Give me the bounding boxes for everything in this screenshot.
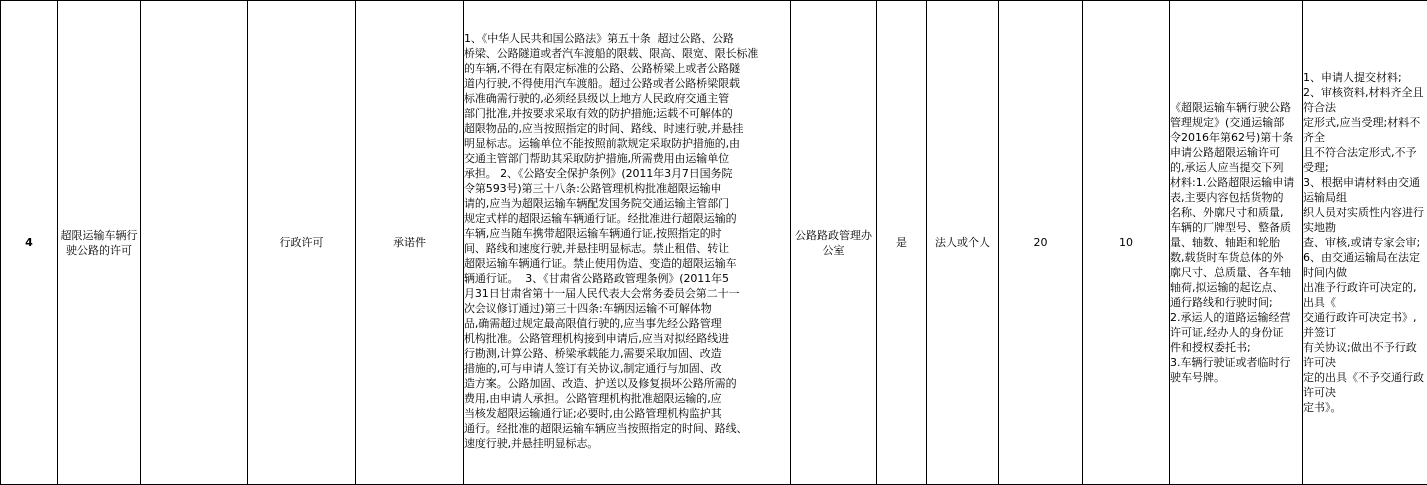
item-name-cell: 超限运输车辆行驶公路的许可 — [58, 1, 141, 485]
materials-line: 量、轴数、轴距和轮胎 — [1170, 235, 1302, 250]
legal-basis-line: 明显标志。运输单位不能按照前款规定采取防护措施的,由 — [464, 136, 790, 151]
legal-basis-line: 间、路线和速度行驶,并悬挂明显标志。禁止租借、转让 — [464, 241, 790, 256]
legal-basis-line: 月31日甘肃省第十一届人民代表大会常务委员会第二十一 — [464, 286, 790, 301]
materials-line: 的,承运人应当提交下列 — [1170, 160, 1302, 175]
legal-basis-line: 的车辆,不得在有限定标准的公路、公路桥梁上或者公路隧 — [464, 61, 790, 76]
legal-basis-line: 道内行驶,不得使用汽车渡船。超过公路或者公路桥梁限载 — [464, 76, 790, 91]
procedure-cell — [1303, 1, 1427, 485]
legal-basis-line: 车辆,应当随车携带超限运输车辆通行证,按照指定的时 — [464, 226, 790, 241]
materials-text — [1170, 100, 1302, 385]
materials-line: 车辆的厂牌型号、整备质 — [1170, 220, 1302, 235]
department-cell: 公路路政管理办公室 — [791, 1, 877, 485]
legal-basis-line: 辆通行证。 3、《甘肃省公路路政管理条例》(2011年5 — [464, 271, 790, 286]
procedure-line: 定的出具《不予交通行政许可决 — [1303, 370, 1427, 400]
materials-line: 通行路线和行驶时间; — [1170, 295, 1302, 310]
procedure-line: 出准予行政许可决定的,出具《 — [1303, 280, 1427, 310]
legal-basis-line: 交通主管部门帮助其采取防护措施,所需费用由运输单位 — [464, 151, 790, 166]
procedure-text — [1303, 70, 1427, 415]
legal-basis-cell — [464, 1, 791, 485]
legal-basis-line: 品,确需超过规定最高限值行驶的,应当事先经公路管理 — [464, 316, 790, 331]
legal-basis-line: 桥梁、公路隧道或者汽车渡船的限载、限高、限宽、限长标准 — [464, 46, 790, 61]
materials-line: 管理规定》(交通运输部 — [1170, 115, 1302, 130]
legal-basis-line: 措施的,可与申请人签订有关协议,制定通行与加固、改 — [464, 361, 790, 376]
procedure-line: 定形式,应当受理;材料不齐全 — [1303, 115, 1427, 145]
legal-basis-line: 速度行驶,并悬挂明显标志。 — [464, 436, 790, 451]
legal-basis-line: 行勘测,计算公路、桥梁承载能力,需要采取加固、改造 — [464, 346, 790, 361]
procedure-line: 2、审核资料,材料齐全且符合法 — [1303, 85, 1427, 115]
legal-basis-line: 令第593号)第三十八条:公路管理机构批准超限运输申 — [464, 181, 790, 196]
legal-basis-line: 承担。 2、《公路安全保护条例》(2011年3月7日国务院 — [464, 166, 790, 181]
materials-line: 名称、外廓尺寸和质量, — [1170, 205, 1302, 220]
yes-no-cell: 是 — [877, 1, 927, 485]
commitment-cell: 承诺件 — [356, 1, 464, 485]
legal-basis-line: 规定式样的超限运输车辆通行证。经批准进行超限运输的 — [464, 211, 790, 226]
procedure-line: 6、由交通运输局在法定时间内做 — [1303, 250, 1427, 280]
legal-basis-line: 当核发超限运输通行证;必要时,由公路管理机构监护其 — [464, 406, 790, 421]
procedure-line: 交通行政许可决定书》,并签订 — [1303, 310, 1427, 340]
procedure-line: 且不符合法定形式,不予受理; — [1303, 145, 1427, 175]
procedure-line: 定书》。 — [1303, 400, 1427, 415]
materials-line: 件和授权委托书; — [1170, 340, 1302, 355]
applicant-cell: 法人或个人 — [927, 1, 999, 485]
materials-line: 许可证,经办人的身份证 — [1170, 325, 1302, 340]
legal-basis-line: 部门批准,并按要求采取有效的防护措施;运载不可解体的 — [464, 106, 790, 121]
table-row — [1, 1, 1427, 485]
item-type-cell: 行政许可 — [248, 1, 356, 485]
legal-basis-line: 通行。经批准的超限运输车辆应当按照指定的时间、路线、 — [464, 421, 790, 436]
materials-line: 《超限运输车辆行驶公路 — [1170, 100, 1302, 115]
procedure-line: 查、审核,或请专家会审; — [1303, 235, 1427, 250]
procedure-line: 织人员对实质性内容进行实地勘 — [1303, 205, 1427, 235]
materials-line: 材料:1.公路超限运输申请 — [1170, 175, 1302, 190]
procedure-line: 3、根据申请材料由交通运输局组 — [1303, 175, 1427, 205]
empty-cell — [141, 1, 248, 485]
materials-line: 数,载货时车货总体的外 — [1170, 250, 1302, 265]
row-index: 4 — [1, 1, 58, 485]
materials-line: 廓尺寸、总质量、各车轴 — [1170, 265, 1302, 280]
promised-days-cell: 10 — [1083, 1, 1170, 485]
legal-basis-line: 次会议修订通过)第三十四条:车辆因运输不可解体物 — [464, 301, 790, 316]
materials-cell — [1170, 1, 1303, 485]
legal-basis-line: 造方案。公路加固、改造、护送以及修复损坏公路所需的 — [464, 376, 790, 391]
legal-basis-line: 超限运输车辆通行证。禁止使用伪造、变造的超限运输车 — [464, 256, 790, 271]
legal-basis-line: 费用,由申请人承担。公路管理机构批准超限运输的,应 — [464, 391, 790, 406]
legal-basis-line: 标准确需行驶的,必须经县级以上地方人民政府交通主管 — [464, 91, 790, 106]
materials-line: 令2016年第62号)第十条 — [1170, 130, 1302, 145]
materials-line: 表,主要内容包括货物的 — [1170, 190, 1302, 205]
materials-line: 申请公路超限运输许可 — [1170, 145, 1302, 160]
procedure-line: 1、申请人提交材料; — [1303, 70, 1427, 85]
legal-basis-line: 超限物品的,应当按照指定的时间、路线、时速行驶,并悬挂 — [464, 121, 790, 136]
materials-line: 2.承运人的道路运输经营 — [1170, 310, 1302, 325]
procedure-line: 有关协议;做出不予行政许可决 — [1303, 340, 1427, 370]
legal-basis-line: 请的,应当为超限运输车辆配发国务院交通运输主管部门 — [464, 196, 790, 211]
materials-line: 轴荷,拟运输的起讫点、 — [1170, 280, 1302, 295]
materials-line: 驶车号牌。 — [1170, 370, 1302, 385]
legal-basis-text — [464, 31, 790, 454]
materials-line: 3.车辆行驶证或者临时行 — [1170, 355, 1302, 370]
legal-days-cell: 20 — [999, 1, 1083, 485]
legal-basis-line: 1、《中华人民共和国公路法》第五十条 超过公路、公路 — [464, 31, 790, 46]
legal-basis-line: 机构批准。公路管理机构接到申请后,应当对拟经路线进 — [464, 331, 790, 346]
